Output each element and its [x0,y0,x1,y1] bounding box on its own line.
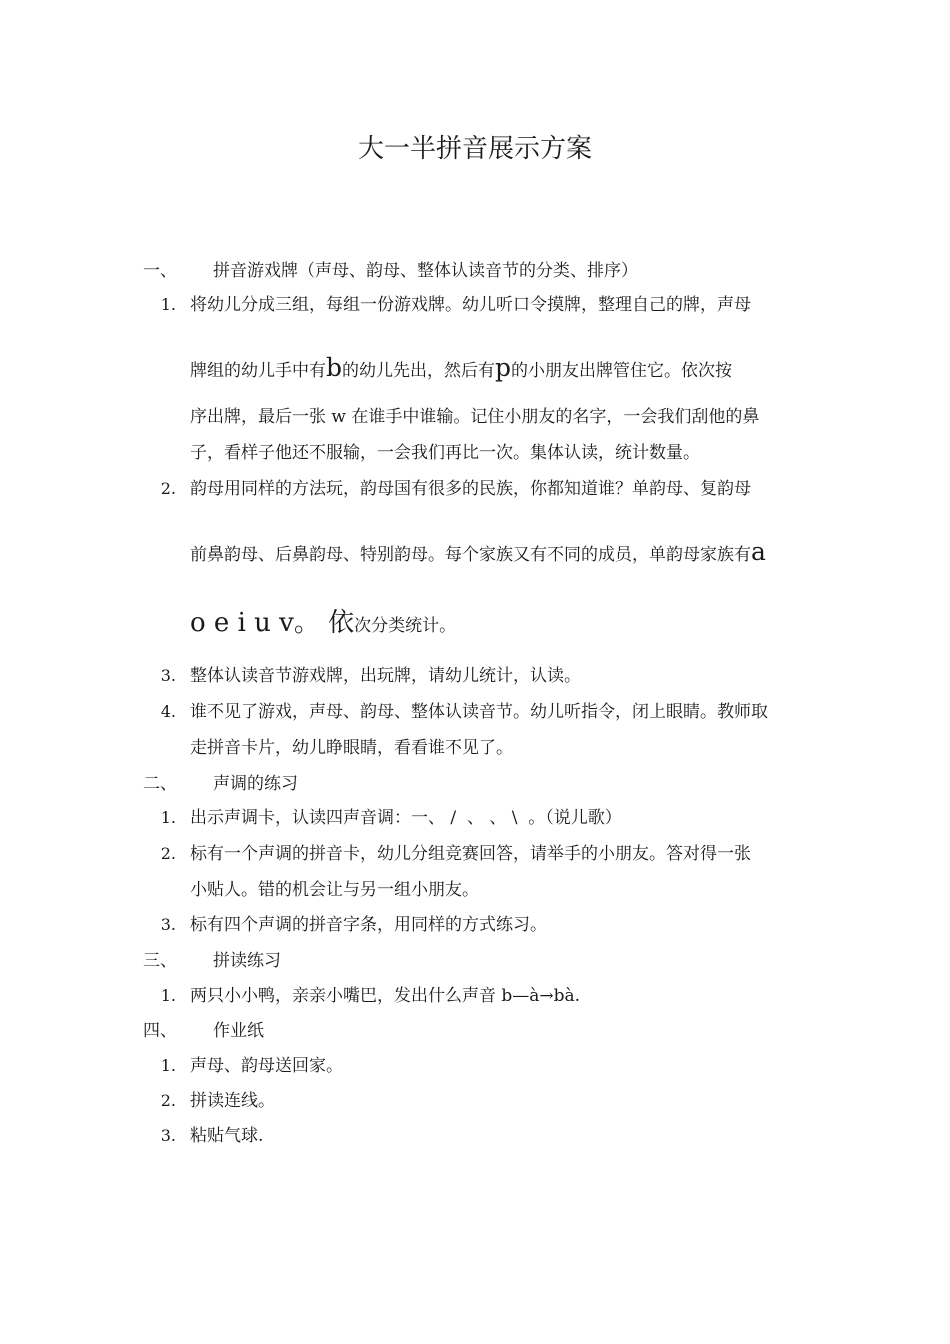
item-number: 2. [160,844,176,863]
item-number: 3. [160,666,176,685]
line-text: 前鼻韵母、后鼻韵母、特别韵母。每个家族又有不同的成员，单韵母家族有 [190,545,751,565]
item-number: 3. [160,1126,176,1145]
item-line: 小贴人。错的机会让与另一组小朋友。 [190,880,479,900]
section-number: 一、 [143,261,177,281]
item-number: 1. [160,295,176,314]
item-line: 走拼音卡片，幼儿睁眼睛，看看谁不见了。 [190,738,513,758]
item-number: 2. [160,1091,176,1110]
section-heading: 拼音游戏牌（声母、韵母、整体认读音节的分类、排序） [213,261,638,281]
page-title: 大一半拼音展示方案 [357,134,592,164]
pinyin-letters: o e i u v。 依 [190,608,355,638]
section-number: 二、 [143,774,177,794]
item-line: 标有一个声调的拼音卡，幼儿分组竞赛回答，请举手的小朋友。答对得一张 [190,844,751,864]
line-text: 次分类统计。 [354,616,457,636]
item-line: 韵母用同样的方法玩，韵母国有很多的民族，你都知道谁？单韵母、复韵母 [190,479,751,499]
item-number: 1. [160,808,176,827]
section-number: 三、 [143,951,177,971]
pinyin-letter: a [751,537,766,566]
section-number: 四、 [143,1021,177,1041]
item-number: 1. [160,986,176,1005]
line-text: 牌组的幼儿手中有 [190,361,326,381]
item-line: 粘贴气球. [190,1126,264,1146]
item-line: 声母、韵母送回家。 [190,1056,343,1076]
item-number: 1. [160,1056,176,1075]
line-text: 的幼儿先出，然后有 [342,361,496,381]
pinyin-letter: b [326,353,343,382]
item-line [190,610,456,639]
item-line: 序出牌，最后一张 w 在谁手中谁输。记住小朋友的名字，一会我们刮他的鼻 [190,407,760,427]
item-line: 谁不见了游戏，声母、韵母、整体认读音节。幼儿听指令，闭上眼睛。教师取 [190,702,768,722]
section-heading: 声调的练习 [213,774,298,794]
item-line: 出示声调卡，认读四声音调：一、 / 、 、 \ 。（说儿歌） [190,808,622,828]
pinyin-letter: p [495,353,512,382]
item-line: 两只小小鸭，亲亲小嘴巴，发出什么声音 b—à→bà. [190,986,581,1006]
item-line: 将幼儿分成三组，每组一份游戏牌。幼儿听口令摸牌，整理自己的牌，声母 [190,295,751,315]
item-number: 4. [160,702,176,721]
item-line: 标有四个声调的拼音字条，用同样的方式练习。 [190,915,547,935]
section-heading: 拼读练习 [213,951,281,971]
item-line [190,355,732,384]
item-line [190,539,766,568]
item-line: 拼读连线。 [190,1091,275,1111]
item-line: 子，看样子他还不服输，一会我们再比一次。集体认读，统计数量。 [190,443,700,463]
item-number: 3. [160,915,176,934]
line-text: 的小朋友出牌管住它。依次按 [511,361,733,381]
item-line: 整体认读音节游戏牌，出玩牌，请幼儿统计，认读。 [190,666,581,686]
section-heading: 作业纸 [213,1021,264,1041]
item-number: 2. [160,479,176,498]
